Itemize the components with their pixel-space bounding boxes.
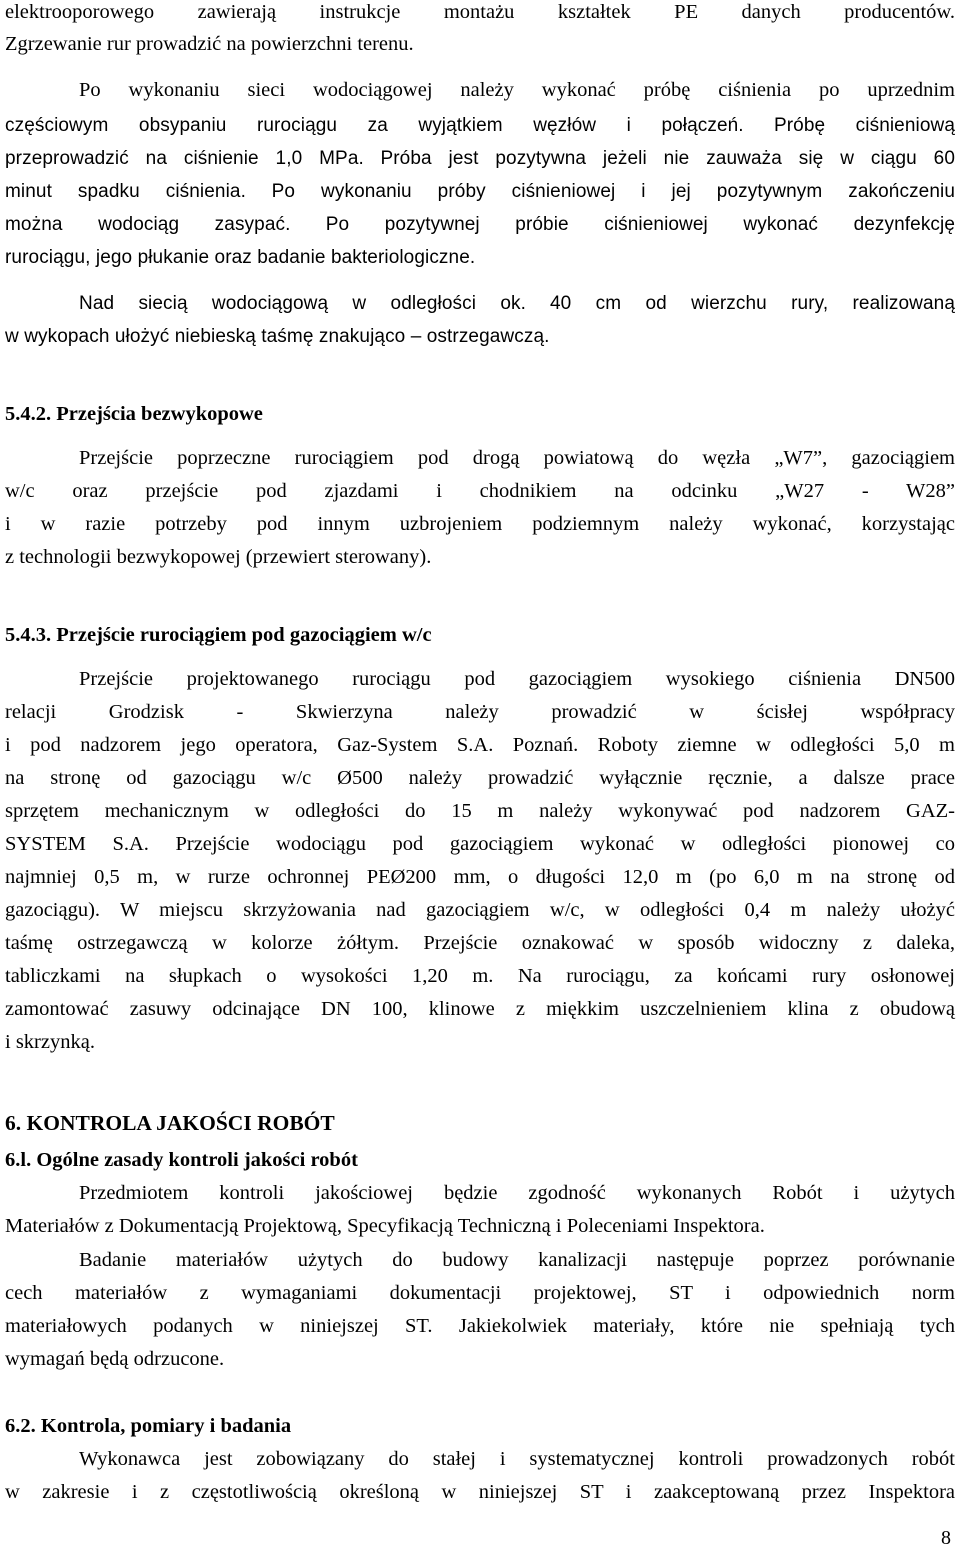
text-line: Przejście poprzeczne rurociągiem pod drogą powiatową do węzła „W7”, gazociągiem: [79, 447, 955, 469]
text-line: Przedmiotem kontroli jakościowej będzie zgodność wykonanych Robót i użytych: [79, 1182, 955, 1204]
section-heading: 6.l. Ogólne zasady kontroli jakości robót: [5, 1149, 358, 1171]
text-line: Po wykonaniu sieci wodociągowej należy wykonać próbę ciśnienia po uprzednim: [79, 79, 955, 101]
text-line: Zgrzewanie rur prowadzić na powierzchni terenu.: [5, 33, 414, 55]
text-line: taśmę ostrzegawczą w kolorze żółtym. Przejście oznakować w sposób widoczny z daleka,: [5, 932, 955, 954]
text-line: w zakresie i z częstotliwością określoną w niniejszej ST i zaakceptowaną przez Inspektora: [5, 1481, 955, 1503]
text-line: i w razie potrzeby pod innym uzbrojeniem podziemnym należy wykonać, korzystając: [5, 513, 955, 535]
section-heading: 6.2. Kontrola, pomiary i badania: [5, 1415, 292, 1437]
chapter-heading: 6. KONTROLA JAKOŚCI ROBÓT: [5, 1111, 335, 1135]
text-line: elektrooporowego zawierają instrukcje montażu kształtek PE danych producentów.: [5, 1, 955, 23]
text-span: minut spadku ciśnienia.: [5, 181, 246, 202]
section-heading: 5.4.3. Przejście rurociągiem pod gazociągiem w/c: [5, 624, 432, 646]
text-span: przeprowadzić na ciśnienie 1,0 MPa.: [5, 148, 364, 169]
text-line: [5, 179, 955, 204]
text-span: rurociągu, jego płukanie oraz badanie bakteriologiczne.: [5, 247, 476, 268]
text-line: Badanie materiałów użytych do budowy kanalizacji następuje poprzez porównanie: [79, 1249, 955, 1271]
text-line: tabliczkami na słupkach o wysokości 1,20 m. Na rurociągu, za końcami rury osłonowej: [5, 965, 955, 987]
section-heading: 5.4.2. Przejścia bezwykopowe: [5, 403, 263, 425]
text-line: [5, 324, 955, 349]
text-line: materiałowych podanych w niniejszej ST. Jakiekolwiek materiały, które nie spełniają tych: [5, 1315, 955, 1337]
text-line: i skrzynką.: [5, 1031, 95, 1053]
text-span: Po pozytywnej próbie ciśnieniowej wykonać dezynfekcję: [325, 214, 956, 235]
text-span: można wodociąg zasypać.: [5, 214, 291, 235]
text-span: 40 cm od wierzchu rury, realizowaną: [550, 293, 956, 314]
text-span: Nad siecią wodociągową w odległości ok.: [79, 293, 526, 314]
text-line: z technologii bezwykopowej (przewiert sterowany).: [5, 546, 432, 568]
text-line: i pod nadzorem jego operatora, Gaz-System S.A. Poznań. Roboty ziemne w odległości 5,0 m: [5, 734, 955, 756]
text-span: Próba jest pozytywna jeżeli nie zauważa się w ciągu 60: [380, 148, 955, 169]
text-line: [5, 245, 955, 270]
text-line: zamontować zasuwy odcinające DN 100, klinowe z miękkim uszczelnieniem klina z obudową: [5, 998, 955, 1020]
text-line: relacji Grodzisk - Skwierzyna należy prowadzić w ścisłej współpracy: [5, 701, 955, 723]
text-span: Po wykonaniu próby ciśnieniowej i jej pozytywnym zakończeniu: [271, 181, 955, 202]
text-span: częściowym obsypaniu rurociągu za wyjątkiem węzłów i połączeń.: [5, 115, 744, 136]
text-line: [79, 291, 955, 316]
text-line: gazociągu). W miejscu skrzyżowania nad gazociągiem w/c, w odległości 0,4 m należy ułożyć: [5, 899, 955, 921]
text-line: sprzętem mechanicznym w odległości do 15 m należy wykonywać pod nadzorem GAZ-: [5, 800, 955, 822]
text-line: [5, 212, 955, 237]
text-line: na stronę od gazociągu w/c Ø500 należy prowadzić wyłącznie ręcznie, a dalsze prace: [5, 767, 955, 789]
text-line: Materiałów z Dokumentacją Projektową, Specyfikacją Techniczną i Poleceniami Inspektora.: [5, 1215, 765, 1237]
text-line: wymagań będą odrzucone.: [5, 1348, 225, 1370]
text-line: SYSTEM S.A. Przejście wodociągu pod gazociągiem wykonać w odległości pionowej co: [5, 833, 955, 855]
text-span: Próbę ciśnieniową: [773, 115, 955, 136]
text-line: Przejście projektowanego rurociągu pod gazociągiem wysokiego ciśnienia DN500: [79, 668, 955, 690]
text-span: w wykopach ułożyć niebieską taśmę znakująco – ostrzegawczą.: [5, 326, 550, 347]
text-line: [5, 146, 955, 171]
text-line: w/c oraz przejście pod zjazdami i chodnikiem na odcinku „W27 - W28”: [5, 480, 955, 502]
page-number: 8: [941, 1527, 951, 1549]
text-line: [5, 113, 955, 138]
text-line: cech materiałów z wymaganiami dokumentacji projektowej, ST i odpowiednich norm: [5, 1282, 955, 1304]
text-line: najmniej 0,5 m, w rurze ochronnej PEØ200 mm, o długości 12,0 m (po 6,0 m na stronę od: [5, 866, 955, 888]
text-line: Wykonawca jest zobowiązany do stałej i systematycznej kontroli prowadzonych robót: [79, 1448, 955, 1470]
